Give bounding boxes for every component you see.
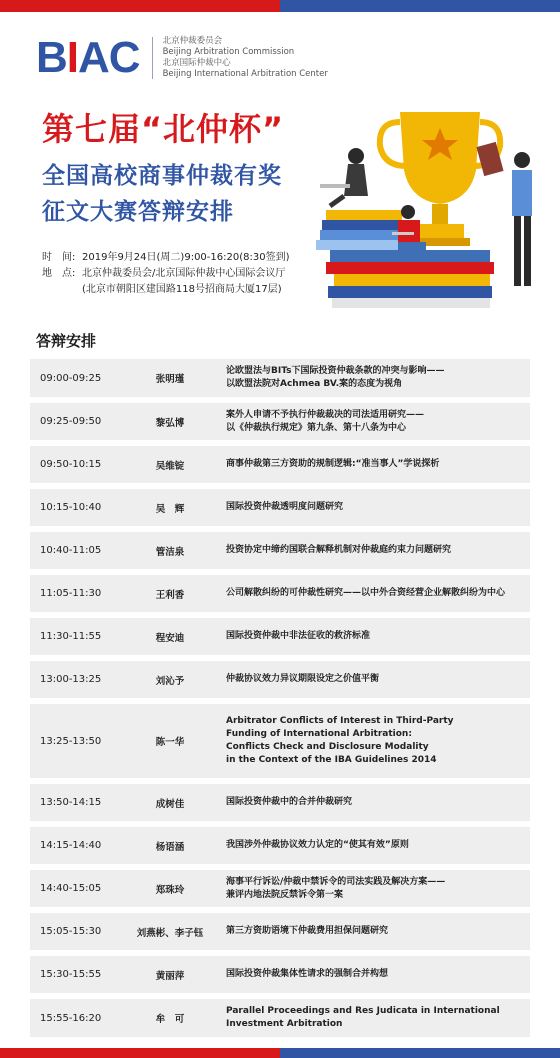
logo-line-en-1: Beijing Arbitration Commission (162, 47, 295, 57)
schedule-time: 11:30-11:55 (40, 631, 102, 642)
place-label: 地 点: (42, 268, 76, 279)
schedule-time: 14:15-14:40 (40, 840, 102, 851)
event-title: 第七届“北仲杯” (42, 110, 285, 148)
trophy-books-illustration (300, 100, 550, 310)
bottom-bar-red (0, 1048, 280, 1058)
schedule-row (30, 489, 530, 526)
schedule-topic (210, 1005, 530, 1031)
schedule-row (30, 870, 530, 907)
event-subtitle (42, 158, 322, 230)
place-address: (北京市朝阳区建国路118号招商局大厦17层) (82, 284, 282, 295)
schedule-topic-line: 国际投资仲裁中的合并仲裁研究 (226, 797, 353, 807)
woman-with-laptop-icon (320, 148, 368, 206)
schedule-time: 13:00-13:25 (40, 674, 102, 685)
schedule-topic-line: 国际投资仲裁集体性请求的强制合并构想 (226, 969, 389, 979)
schedule-row (30, 913, 530, 950)
schedule-topic (210, 925, 530, 938)
schedule-row (30, 575, 530, 612)
schedule-topic (210, 673, 530, 686)
schedule-presenter: 王利香 (155, 589, 185, 601)
schedule-time: 09:50-10:15 (40, 459, 102, 470)
schedule-topic-line: 论欧盟法与BITs下国际投资仲裁条款的冲突与影响—— (226, 366, 445, 376)
time-value: 2019年9月24日(周二)9:00-16:20(8:30签到) (82, 252, 290, 263)
schedule-topic (210, 544, 530, 557)
schedule-topic-line: 我国涉外仲裁协议效力认定的“使其有效”原则 (226, 840, 409, 850)
schedule-topic-line: 商事仲裁第三方资助的规制逻辑:“准当事人”学说探析 (226, 459, 440, 469)
top-bar-blue (280, 0, 560, 12)
schedule-presenter: 黎弘博 (155, 417, 185, 429)
schedule-time: 14:40-15:05 (40, 883, 102, 894)
schedule-topic-line: Parallel Proceedings and Res Judicata in International (226, 1006, 500, 1016)
schedule-row (30, 784, 530, 821)
schedule-presenter: 吴 辉 (155, 503, 185, 515)
schedule-topic (210, 365, 530, 391)
schedule-row (30, 999, 530, 1037)
schedule-row (30, 827, 530, 864)
schedule-presenter: 张明瑾 (155, 374, 185, 385)
schedule-time: 10:15-10:40 (40, 502, 102, 513)
schedule-row (30, 532, 530, 569)
event-time-row (42, 250, 289, 266)
schedule-time: 09:25-09:50 (40, 416, 102, 427)
bottom-color-bar (0, 1048, 560, 1058)
schedule-row (30, 403, 530, 440)
schedule-table (30, 359, 530, 1043)
schedule-time: 15:30-15:55 (40, 969, 102, 980)
logo-letters-ac: AC (78, 33, 140, 82)
schedule-time: 11:05-11:30 (40, 588, 102, 599)
schedule-topic-line: Investment Arbitration (226, 1019, 343, 1029)
schedule-presenter: 刘沁予 (155, 675, 185, 687)
schedule-presenter: 程安迪 (155, 632, 185, 644)
place-value: 北京仲裁委员会/北京国际仲裁中心国际会议厅 (82, 268, 286, 279)
schedule-topic-line: 国际投资仲裁透明度问题研究 (226, 502, 344, 512)
schedule-presenter: 牟 可 (155, 1014, 185, 1025)
schedule-time: 10:40-11:05 (40, 545, 102, 556)
biac-logo (36, 33, 328, 82)
schedule-topic (210, 587, 530, 600)
schedule-topic (210, 876, 530, 902)
schedule-topic-line: 国际投资仲裁中非法征收的救济标准 (226, 631, 371, 641)
schedule-topic-line: 仲裁协议效力异议期限设定之价值平衡 (226, 674, 380, 684)
schedule-topic-line: 投资协定中缔约国联合解释机制对仲裁庭约束力问题研究 (226, 545, 452, 555)
schedule-topic-line: Conflicts Check and Disclosure Modality (226, 742, 429, 752)
schedule-topic (210, 796, 530, 809)
schedule-row (30, 359, 530, 397)
schedule-presenter: 陈一华 (155, 737, 185, 748)
schedule-time: 09:00-09:25 (40, 372, 102, 384)
logo-mark (36, 33, 140, 82)
time-label: 时 间: (42, 252, 76, 263)
schedule-topic (210, 458, 530, 471)
event-info (42, 250, 289, 298)
event-subtitle-line-2: 征文大赛答辩安排 (42, 199, 234, 225)
logo-line-cn-1: 北京仲裁委员会 (162, 36, 223, 46)
schedule-presenter: 黄丽萍 (155, 970, 185, 982)
logo-line-en-2: Beijing International Arbitration Center (162, 69, 328, 79)
schedule-presenter: 吴维锭 (155, 460, 185, 472)
schedule-topic-line: Funding of International Arbitration: (226, 729, 412, 739)
schedule-row (30, 661, 530, 698)
schedule-time: 13:25-13:50 (40, 735, 102, 747)
schedule-topic-line: 以欧盟法院对Achmea BV.案的态度为视角 (226, 379, 403, 389)
schedule-topic-line: 海事平行诉讼/仲裁中禁诉令的司法实践及解决方案—— (226, 876, 446, 887)
schedule-presenter: 管洁泉 (155, 546, 185, 558)
event-place-row (42, 266, 289, 282)
schedule-topic-line: 以《仲裁执行规定》第九条、第十八条为中心 (226, 422, 407, 433)
top-color-bar (0, 0, 560, 12)
logo-letter-b: B (36, 33, 67, 82)
address-indent (42, 282, 82, 298)
schedule-topic-line: 案外人申请不予执行仲裁裁决的司法适用研究—— (226, 409, 425, 420)
schedule-topic (210, 715, 530, 767)
logo-line-cn-2: 北京国际仲裁中心 (162, 58, 231, 68)
logo-letter-i: I (66, 33, 79, 82)
top-bar-red (0, 0, 280, 12)
bottom-bar-blue (280, 1048, 560, 1058)
schedule-topic-line: 公司解散纠纷的可仲裁性研究——以中外合资经营企业解散纠纷为中心 (226, 588, 506, 598)
schedule-row (30, 618, 530, 655)
schedule-time: 13:50-14:15 (40, 797, 102, 808)
event-subtitle-line-1: 全国高校商事仲裁有奖 (42, 163, 282, 189)
section-title: 答辩安排 (36, 332, 97, 350)
schedule-topic-line: Arbitrator Conflicts of Interest in Third-Party (226, 716, 454, 726)
schedule-topic-line: 兼评内地法院反禁诉令第一案 (226, 889, 344, 900)
schedule-presenter: 刘燕彬、李子钰 (136, 927, 204, 939)
schedule-row (30, 446, 530, 483)
schedule-presenter: 郑珠玲 (155, 884, 185, 896)
schedule-presenter: 成树佳 (155, 798, 185, 810)
schedule-topic (210, 409, 530, 435)
schedule-row (30, 704, 530, 778)
schedule-topic (210, 501, 530, 514)
logo-divider (152, 37, 153, 79)
schedule-time: 15:05-15:30 (40, 926, 102, 937)
schedule-presenter: 杨语涵 (155, 841, 185, 853)
schedule-time: 15:55-16:20 (40, 1012, 102, 1024)
schedule-topic (210, 968, 530, 981)
schedule-topic (210, 839, 530, 852)
schedule-row (30, 956, 530, 993)
event-address-row (42, 282, 289, 298)
schedule-topic-line: in the Context of the IBA Guidelines 2014 (226, 755, 437, 765)
schedule-topic (210, 630, 530, 643)
logo-text (163, 36, 328, 80)
schedule-topic-line: 第三方资助语境下仲裁费用担保问题研究 (226, 926, 389, 936)
